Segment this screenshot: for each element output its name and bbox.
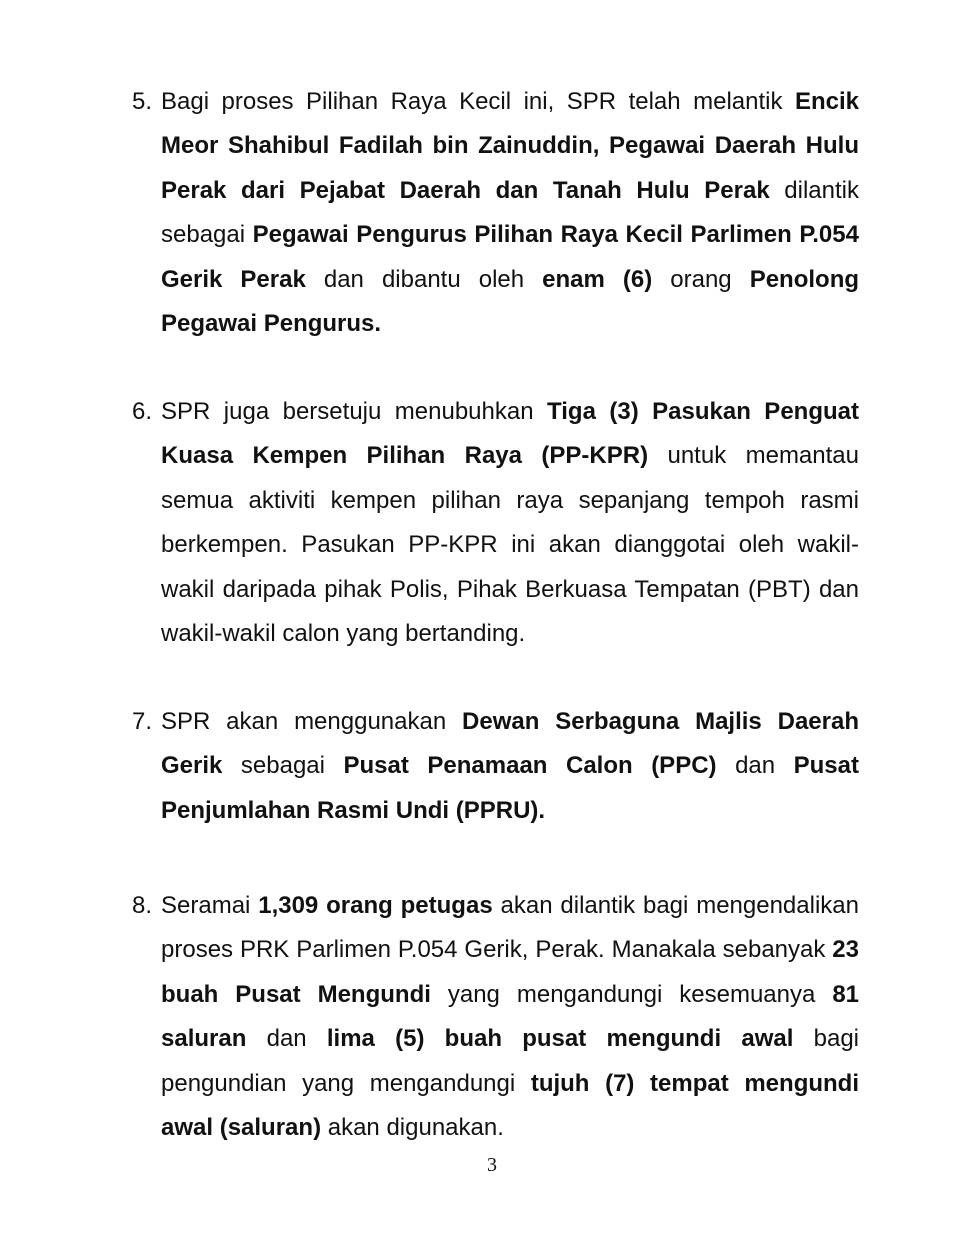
text-segment: akan dilantik bagi mengendalikan proses PRK Parlimen P.054 Gerik, Perak. Manakala sebanyak: [161, 892, 859, 964]
text-segment: akan digunakan.: [321, 1114, 504, 1142]
bold-text-segment: Dewan Serbaguna Majlis Daerah Gerik: [161, 708, 859, 780]
bold-text-segment: 81 saluran: [161, 980, 860, 1053]
bold-text-segment: Pegawai Pengurus Pilihan Raya Kecil Parlimen P.054 Gerik Perak: [161, 221, 859, 293]
text-segment: orang: [652, 265, 750, 293]
paragraph-text: [161, 80, 859, 346]
bold-text-segment: 23 buah Pusat Mengundi: [161, 936, 859, 1008]
paragraph-text: [161, 700, 859, 833]
bold-text-segment: tujuh (7) tempat mengundi awal (saluran): [161, 1069, 859, 1142]
text-segment: untuk memantau semua aktiviti kempen pilihan raya sepanjang tempoh rasmi berkempen. Pasukan PP-KPR ini akan dianggotai oleh wakil-wakil daripada pihak Polis, Pihak Berkuasa Tempatan (PBT) dan wakil-wakil calon yang bertanding.: [161, 442, 859, 648]
text-segment: bagi pengundian yang mengandungi: [161, 1025, 859, 1097]
paragraph-number: 6.: [132, 398, 153, 425]
bold-text-segment: 1,309 orang petugas: [258, 892, 493, 919]
paragraph-number: 7.: [132, 708, 153, 735]
text-segment: SPR juga bersetuju menubuhkan: [161, 398, 548, 425]
text-segment: dan: [246, 1025, 327, 1053]
bold-text-segment: Penolong Pegawai Pengurus.: [161, 265, 860, 338]
paragraph-text: [161, 390, 859, 656]
text-segment: yang mengandungi kesemuanya: [430, 980, 833, 1008]
paragraph-number: 5.: [132, 88, 153, 115]
paragraph-7: [132, 700, 859, 833]
bold-text-segment: lima (5) buah pusat mengundi awal: [326, 1025, 794, 1053]
paragraph-text: [161, 884, 859, 1150]
bold-text-segment: Pusat Penamaan Calon (PPC): [343, 752, 717, 780]
bold-text-segment: Encik Meor Shahibul Fadilah bin Zainuddin, Pegawai Daerah Hulu Perak dari Pejabat Daerah dan Tanah Hulu Perak: [161, 88, 859, 204]
paragraph-number: 8.: [132, 892, 153, 919]
text-segment: dan: [716, 752, 794, 780]
text-segment: dilantik sebagai: [161, 176, 860, 249]
bold-text-segment: enam (6): [542, 265, 653, 293]
bold-text-segment: Tiga (3) Pasukan Penguat Kuasa Kempen Pilihan Raya (PP-KPR): [161, 398, 859, 470]
text-segment: Bagi proses Pilihan Raya Kecil ini, SPR telah melantik: [161, 88, 795, 115]
page-number: 3: [487, 1154, 497, 1176]
text-segment: SPR akan menggunakan: [161, 708, 463, 735]
text-segment: Seramai: [161, 892, 259, 919]
bold-text-segment: Pusat Penjumlahan Rasmi Undi (PPRU).: [161, 752, 859, 824]
text-segment: sebagai: [222, 752, 344, 780]
paragraph-6: [132, 390, 859, 656]
text-segment: dan dibantu oleh: [305, 265, 543, 293]
paragraph-5: [132, 80, 859, 346]
paragraph-8: [132, 884, 859, 1150]
